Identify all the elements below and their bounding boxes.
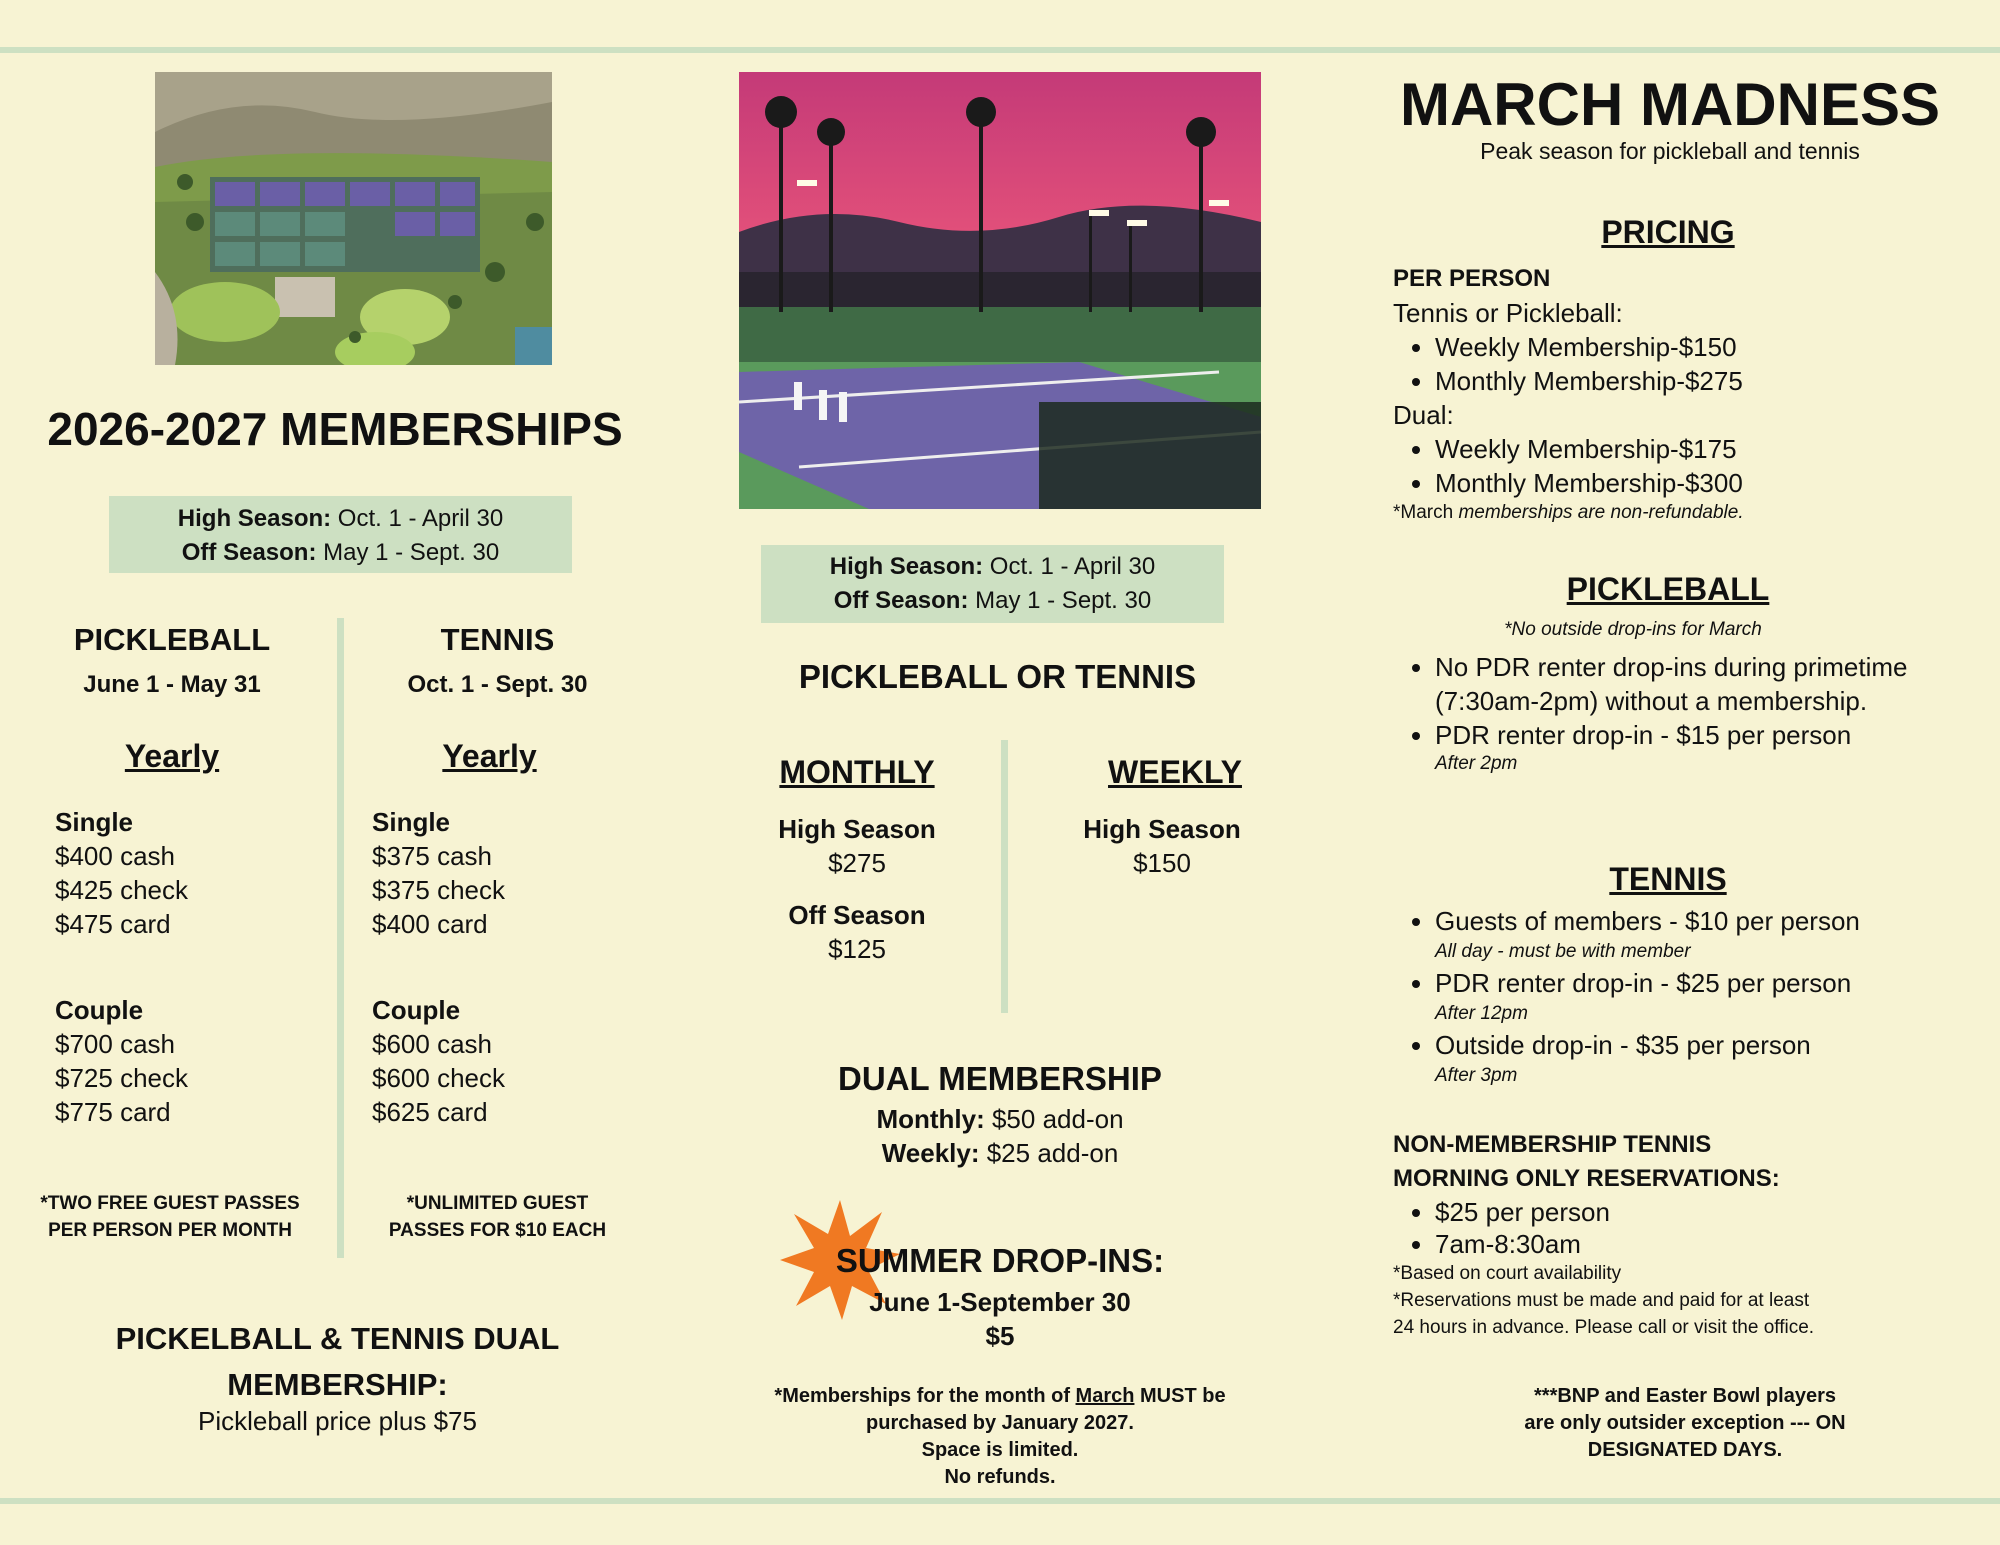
tennis-single-prices <box>372 805 505 941</box>
pricing-heading: PRICING <box>1601 214 1735 250</box>
footnote-text: MUST be <box>1134 1385 1226 1407</box>
middle-season-text <box>761 550 1224 618</box>
pickleball-single-prices <box>55 805 188 941</box>
price-line: $275 <box>828 848 886 878</box>
price-line: $600 cash <box>372 1029 492 1059</box>
pickleball-rule <box>1435 718 1913 776</box>
pricing-item: • Monthly Membership-$275 <box>1435 364 1953 398</box>
note-line: PER PERSON PER MONTH <box>48 1220 292 1241</box>
note-line: PASSES FOR $10 EACH <box>388 1220 607 1241</box>
non-member-note: *Based on court availability <box>1393 1263 1622 1284</box>
price-line: $700 cash <box>55 1029 175 1059</box>
rule-subtext: After 12pm <box>1435 1003 1528 1024</box>
aerial-resort-photo <box>155 72 552 365</box>
pickleball-march-note: *No outside drop-ins for March <box>1504 619 1762 640</box>
high-season-value: Oct. 1 - April 30 <box>983 553 1156 580</box>
rule-text: Guests of members - $10 per person <box>1435 906 1860 936</box>
tennis-rule <box>1435 1028 1953 1090</box>
off-season-label: Off Season: <box>181 539 317 566</box>
non-member-item: • $25 per person <box>1435 1196 1953 1228</box>
monthly-off-season <box>757 898 957 966</box>
rule-subtext: After 3pm <box>1435 1065 1518 1086</box>
footnote-line: No refunds. <box>944 1466 1056 1488</box>
left-season-text <box>109 502 572 570</box>
rule-subtext: After 2pm <box>1435 753 1518 774</box>
sunset-court-photo <box>739 72 1261 509</box>
price-line: $375 check <box>372 875 505 905</box>
per-person-label: PER PERSON <box>1393 265 1551 292</box>
rule-text: PDR renter drop-in - $25 per person <box>1435 968 1852 998</box>
tennis-guest-note <box>350 1190 645 1244</box>
summer-drop-ins-details <box>800 1285 1200 1353</box>
dual-membership-middle-heading: DUAL MEMBERSHIP <box>838 1060 1162 1097</box>
pricing-group-label: Tennis or Pickleball: <box>1393 298 1623 328</box>
monthly-heading: MONTHLY <box>779 754 935 790</box>
outsider-exception-note <box>1440 1383 1930 1464</box>
tennis-heading: TENNIS <box>440 622 555 657</box>
pickleball-heading: PICKLEBALL <box>73 622 271 657</box>
pickleball-yearly-heading: Yearly <box>124 738 220 774</box>
tennis-yearly-heading: Yearly <box>442 738 537 774</box>
pickleball-or-tennis-heading: PICKLEBALL OR TENNIS <box>798 658 1197 695</box>
tennis-march-list <box>1393 904 1953 1090</box>
pickleball-guest-note <box>20 1190 320 1244</box>
high-season-value: Oct. 1 - April 30 <box>331 505 504 532</box>
season-label: Off Season <box>788 900 926 930</box>
non-refundable-note <box>1393 500 1953 526</box>
rule-text: PDR renter drop-in - $15 per person <box>1435 720 1852 750</box>
weekly-label: Weekly: <box>881 1138 980 1168</box>
footnote-month: March <box>1075 1385 1135 1407</box>
march-footnote <box>730 1383 1270 1491</box>
pickleball-dates: June 1 - May 31 <box>83 671 261 698</box>
price-line: $475 card <box>55 909 171 939</box>
exception-line: ***BNP and Easter Bowl players <box>1534 1385 1836 1407</box>
non-member-item: • 7am-8:30am <box>1435 1228 1953 1260</box>
pricing-section <box>1393 262 1953 526</box>
note-line: *UNLIMITED GUEST <box>406 1193 589 1214</box>
exception-line: DESIGNATED DAYS. <box>1587 1439 1783 1461</box>
season-label: High Season <box>778 814 936 844</box>
off-season-value: May 1 - Sept. 30 <box>968 587 1152 614</box>
pricing-item: • Weekly Membership-$175 <box>1435 432 1953 466</box>
monthly-value: $50 add-on <box>984 1104 1124 1134</box>
pricing-item: • Weekly Membership-$150 <box>1435 330 1953 364</box>
price-line: $400 card <box>372 909 488 939</box>
non-member-note: *Reservations must be made and paid for at least <box>1393 1290 1810 1311</box>
pricing-item: • Monthly Membership-$300 <box>1435 466 1953 500</box>
note-text: *March <box>1393 502 1459 523</box>
exception-line: are only outsider exception --- ON <box>1524 1412 1846 1434</box>
price-line: $375 cash <box>372 841 492 871</box>
non-member-heading: MORNING ONLY RESERVATIONS: <box>1393 1165 1780 1192</box>
note-line: *TWO FREE GUEST PASSES <box>40 1193 300 1214</box>
summer-drop-ins-heading: SUMMER DROP-INS: <box>835 1242 1165 1279</box>
tennis-couple-prices <box>372 993 505 1129</box>
rule-text: Outside drop-in - $35 per person <box>1435 1030 1811 1060</box>
weekly-high-season <box>1062 812 1262 880</box>
note-italic: memberships are non-refundable. <box>1458 502 1744 523</box>
pickleball-couple-prices <box>55 993 188 1129</box>
rule-subtext: All day - must be with member <box>1435 941 1691 962</box>
march-madness-subtitle: Peak season for pickleball and tennis <box>1480 138 1860 164</box>
high-season-label: High Season: <box>829 553 984 580</box>
price-line: $400 cash <box>55 841 175 871</box>
couple-label: Couple <box>372 995 461 1025</box>
price-line: $725 check <box>55 1063 188 1093</box>
left-column-divider <box>337 618 344 1258</box>
off-season-value: May 1 - Sept. 30 <box>316 539 500 566</box>
off-season-label: Off Season: <box>833 587 969 614</box>
pickleball-march-heading: PICKLEBALL <box>1566 571 1770 607</box>
non-member-heading: NON-MEMBERSHIP TENNIS <box>1393 1131 1712 1158</box>
footnote-line: Space is limited. <box>921 1439 1079 1461</box>
pricing-group-label: Dual: <box>1393 400 1454 430</box>
tennis-rule <box>1435 966 1953 1028</box>
single-label: Single <box>372 807 451 837</box>
non-member-note: 24 hours in advance. Please call or visit the office. <box>1393 1317 1815 1338</box>
price-line: $625 card <box>372 1097 488 1127</box>
pickleball-march-list <box>1393 650 1913 776</box>
middle-column-divider <box>1001 740 1008 1013</box>
summer-price: $5 <box>985 1321 1015 1351</box>
high-season-label: High Season: <box>177 505 332 532</box>
non-member-tennis-section <box>1393 1128 1953 1341</box>
couple-label: Couple <box>55 995 144 1025</box>
single-label: Single <box>55 807 134 837</box>
tennis-march-heading: TENNIS <box>1609 861 1727 897</box>
pickleball-rule: • No PDR renter drop-ins during primetime (7:30am-2pm) without a membership. <box>1435 650 1913 718</box>
price-line: $775 card <box>55 1097 171 1127</box>
bottom-rule <box>0 1498 2000 1504</box>
dual-membership-text: Pickleball price plus $75 <box>198 1406 477 1436</box>
monthly-label: Monthly: <box>876 1104 985 1134</box>
price-line: $125 <box>828 934 886 964</box>
tennis-dates: Oct. 1 - Sept. 30 <box>407 671 588 698</box>
price-line: $150 <box>1133 848 1191 878</box>
dual-membership-middle-prices <box>740 1102 1260 1170</box>
top-rule <box>0 47 2000 53</box>
monthly-high-season <box>757 812 957 880</box>
heading-line: PICKELBALL & TENNIS DUAL <box>115 1321 560 1356</box>
footnote-text: *Memberships for the month of <box>774 1385 1076 1407</box>
dual-membership-heading <box>80 1316 595 1408</box>
price-line: $600 check <box>372 1063 505 1093</box>
price-line: $425 check <box>55 875 188 905</box>
memberships-title: 2026-2027 MEMBERSHIPS <box>47 403 623 455</box>
march-madness-title: MARCH MADNESS <box>1400 71 1940 138</box>
summer-dates: June 1-September 30 <box>869 1287 1131 1317</box>
heading-line: MEMBERSHIP: <box>227 1367 448 1402</box>
weekly-heading: WEEKLY <box>1108 754 1242 790</box>
footnote-line: purchased by January 2027. <box>866 1412 1134 1434</box>
tennis-rule <box>1435 904 1953 966</box>
weekly-value: $25 add-on <box>979 1138 1119 1168</box>
season-label: High Season <box>1083 814 1241 844</box>
